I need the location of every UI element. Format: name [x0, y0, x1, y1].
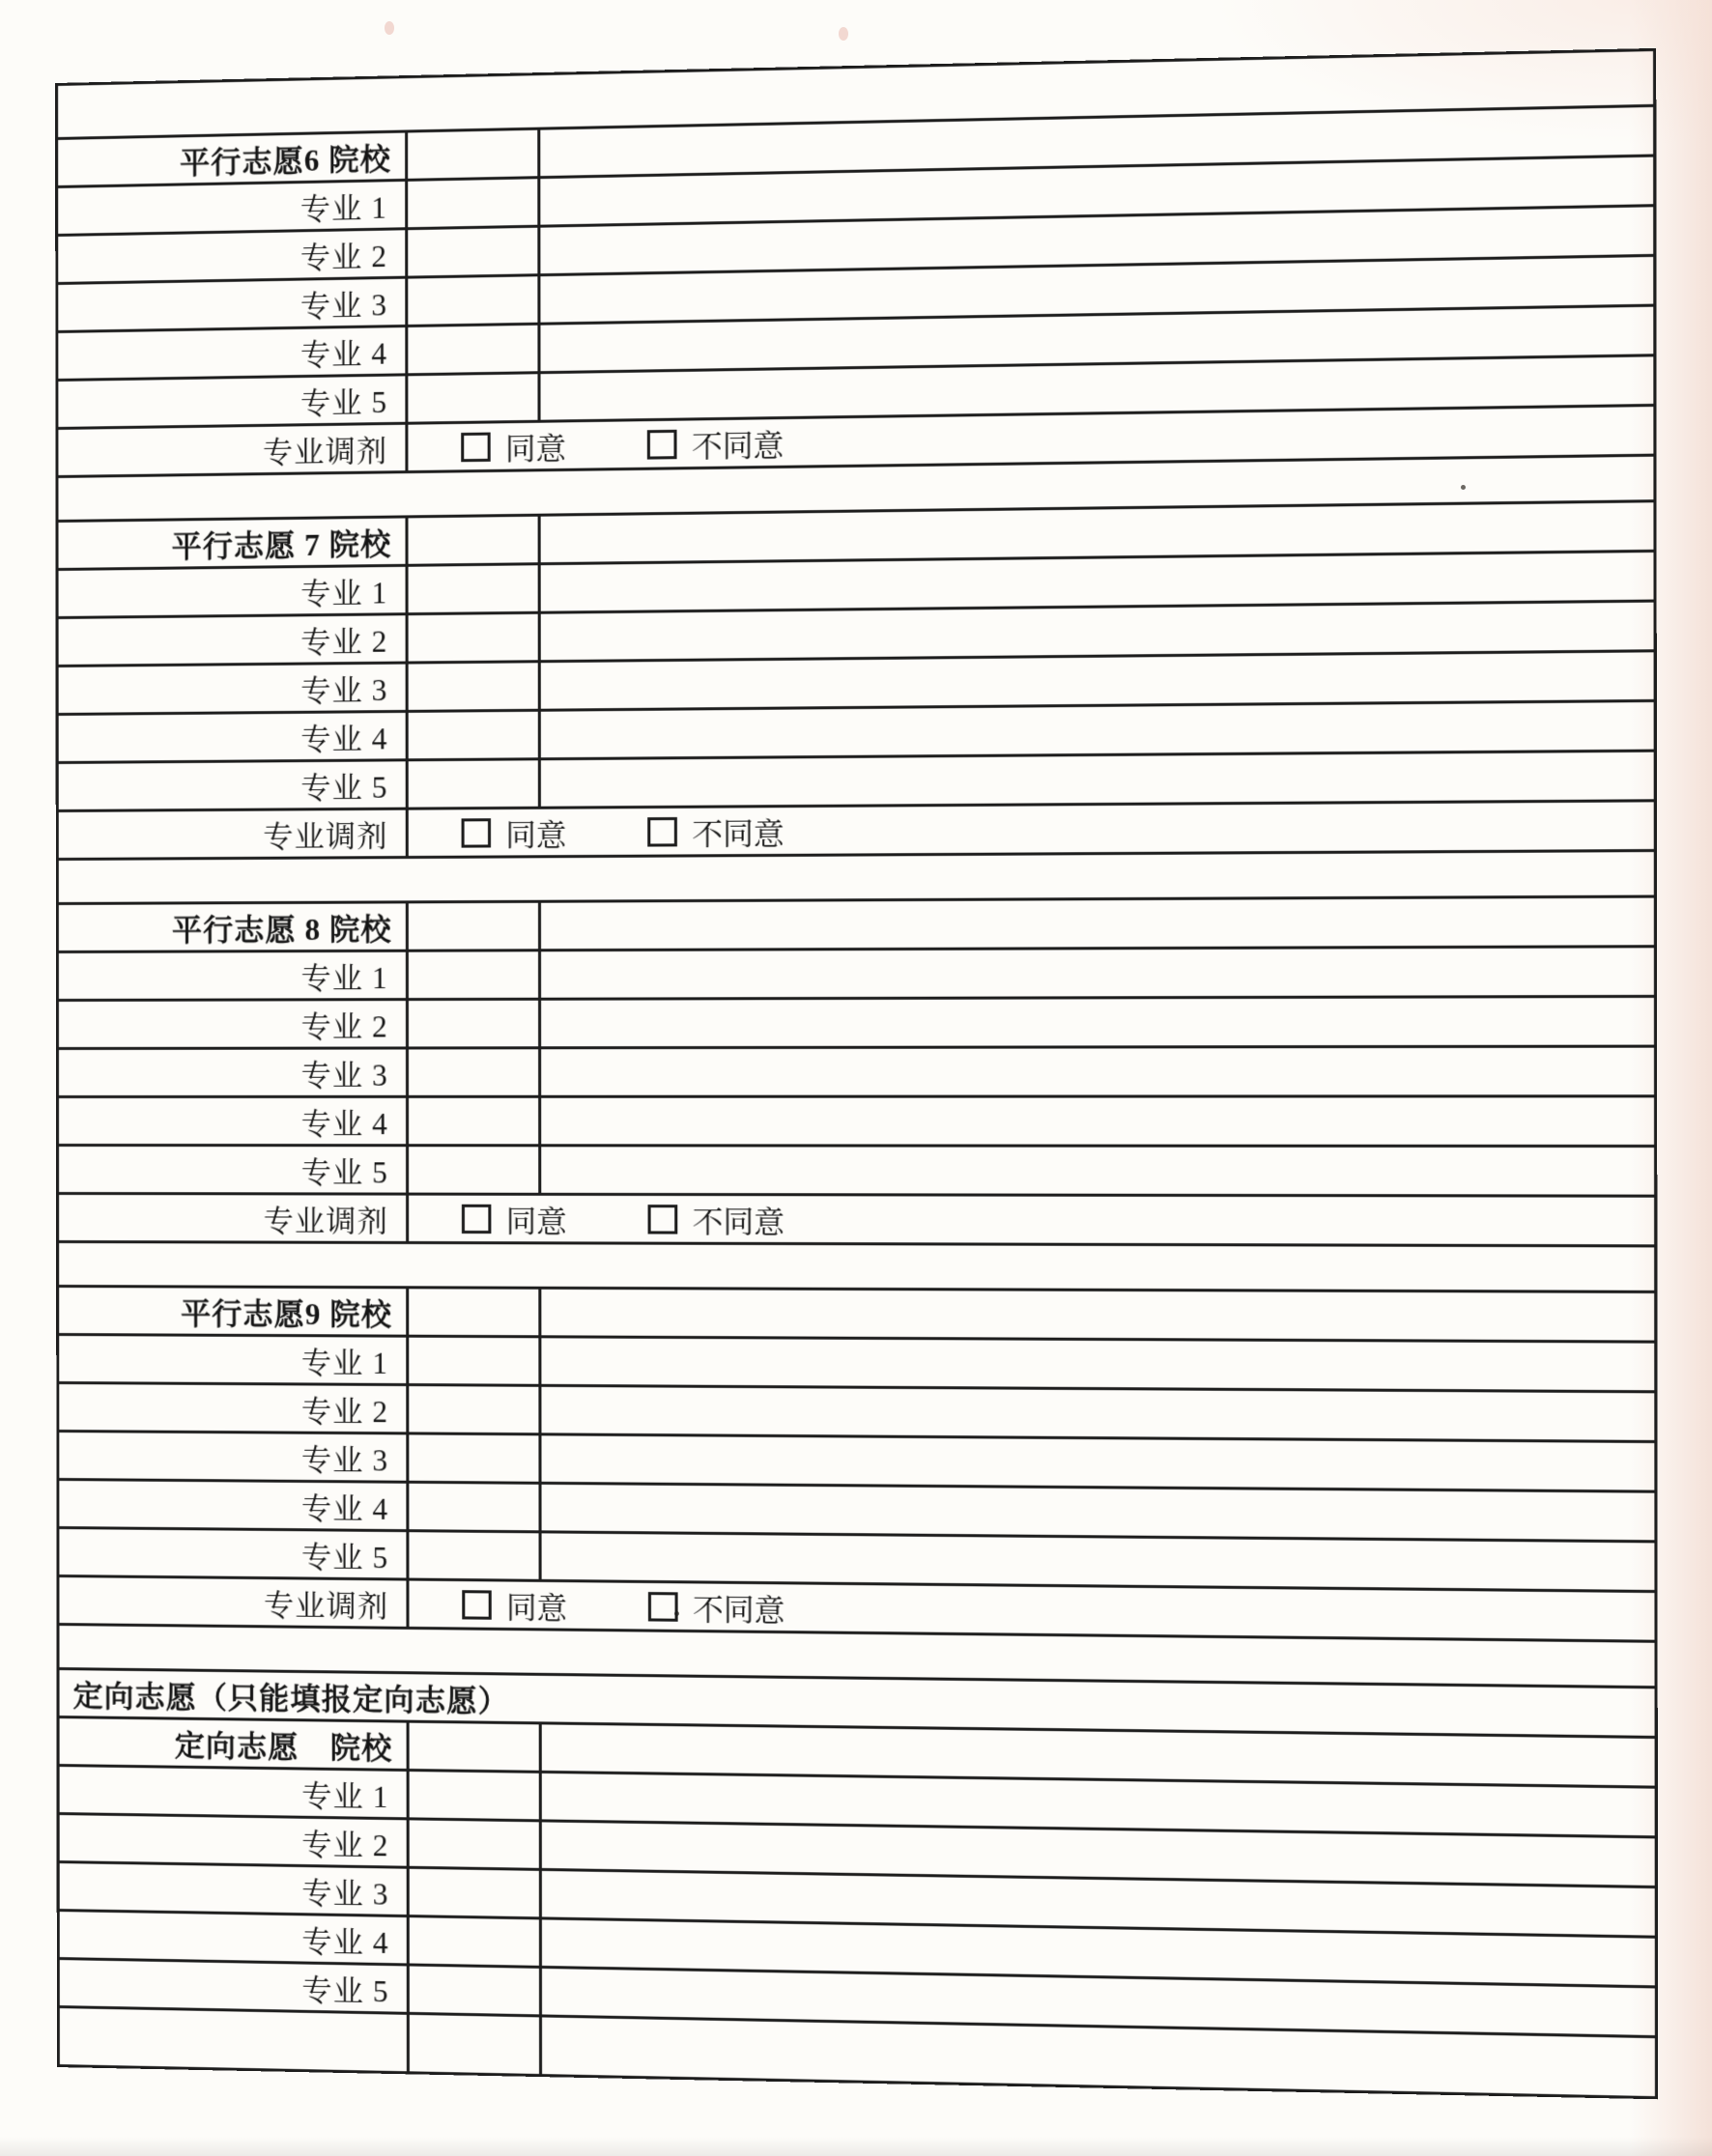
row-label-cell — [59, 1433, 409, 1481]
code-cell — [409, 712, 541, 759]
form-table — [55, 48, 1658, 2099]
major-label: 专业 1 — [300, 960, 388, 996]
parallel-6-college-label: 平行志愿6 院校 — [180, 141, 391, 181]
major-label: 专业 3 — [300, 672, 388, 708]
code-cell — [409, 1098, 541, 1144]
disagree-label: 不同意 — [692, 816, 785, 852]
disagree-checkbox-icon — [648, 1205, 678, 1234]
scan-speck — [385, 21, 394, 35]
row-label-cell — [58, 182, 408, 234]
major-row — [59, 998, 1654, 1050]
code-cell — [408, 374, 540, 421]
major-label: 专业 4 — [300, 1490, 389, 1526]
row-label-cell — [59, 903, 409, 950]
code-cell — [410, 1723, 542, 1771]
major-label: 专业 5 — [301, 1972, 389, 2009]
disagree-option — [648, 1197, 785, 1241]
major-label: 专业 1 — [300, 576, 388, 611]
disagree-label: 不同意 — [692, 1592, 785, 1629]
adjustment-label: 专业调剂 — [263, 1204, 388, 1238]
adjustment-options-cell — [409, 1196, 1654, 1245]
code-cell — [409, 903, 541, 950]
code-cell — [409, 614, 541, 662]
row-label-cell — [58, 230, 408, 282]
major-label: 专业 1 — [301, 1778, 389, 1815]
code-cell — [408, 228, 540, 276]
agree-checkbox-icon — [462, 1590, 492, 1620]
code-cell — [408, 276, 540, 325]
parallel-7-college-label: 平行志愿 7 院校 — [171, 526, 392, 564]
row-label-cell — [59, 1195, 409, 1241]
major-label: 专业 1 — [300, 1346, 389, 1380]
disagree-checkbox-icon — [647, 816, 677, 846]
row-label-cell — [59, 1288, 409, 1335]
row-label-cell — [59, 1147, 409, 1193]
entry-cell — [541, 702, 1654, 757]
major-label: 专业 3 — [300, 288, 388, 324]
agree-checkbox-icon — [461, 432, 491, 462]
row-label-cell — [60, 1718, 410, 1769]
row-label-cell — [58, 518, 408, 568]
agree-label: 同意 — [504, 431, 567, 467]
entry-cell — [541, 1147, 1654, 1194]
code-cell — [410, 1820, 542, 1868]
entry-cell — [541, 1338, 1654, 1390]
major-row — [59, 1048, 1654, 1098]
entry-cell — [541, 752, 1654, 807]
row-label-cell — [59, 1481, 409, 1529]
row-label-cell — [59, 1001, 409, 1047]
entry-cell — [541, 998, 1654, 1046]
row-label-cell — [59, 567, 409, 616]
row-label-cell — [58, 327, 408, 379]
entry-cell — [541, 1435, 1654, 1489]
code-cell — [410, 1917, 542, 1966]
disagree-checkbox-icon — [647, 429, 677, 459]
major-label: 专业 4 — [301, 1924, 389, 1961]
code-cell — [408, 130, 540, 179]
code-cell — [408, 326, 540, 374]
major-label: 专业 2 — [300, 239, 388, 275]
row-label-cell — [59, 665, 409, 713]
directed-section-title: 定向志愿（只能填报定向志愿） — [72, 1679, 510, 1718]
entry-cell — [541, 1290, 1654, 1341]
row-label-cell — [59, 1098, 409, 1144]
spacer-row — [59, 852, 1654, 905]
major-label: 专业 5 — [300, 770, 388, 806]
row-label-cell — [59, 1336, 409, 1383]
row-label-cell — [59, 761, 409, 809]
agree-option — [462, 810, 567, 855]
disagree-label: 不同意 — [691, 428, 785, 465]
parallel-9-college-row — [59, 1288, 1654, 1344]
row-label-cell — [59, 952, 409, 999]
adjustment-row — [59, 1195, 1654, 1247]
row-label-cell — [60, 1815, 410, 1866]
row-label-cell — [58, 132, 408, 184]
entry-cell — [541, 898, 1654, 950]
row-label-cell — [59, 1577, 409, 1627]
major-label: 专业 4 — [300, 722, 388, 757]
row-label-cell — [58, 425, 408, 475]
major-label: 专业 4 — [300, 1106, 388, 1142]
row-label-cell — [59, 810, 409, 858]
agree-option — [462, 1197, 567, 1241]
agree-option — [462, 1582, 567, 1628]
row-label-cell — [58, 376, 408, 427]
row-label-cell — [58, 279, 408, 330]
major-row — [59, 1097, 1654, 1148]
code-cell — [409, 760, 541, 807]
code-cell — [409, 1001, 541, 1047]
entry-cell — [542, 1485, 1655, 1540]
disagree-option — [648, 1584, 785, 1630]
major-label: 专业 2 — [300, 1394, 389, 1430]
code-cell — [409, 1049, 541, 1095]
major-row — [59, 1147, 1654, 1198]
code-cell — [409, 1386, 541, 1433]
code-cell — [409, 1338, 541, 1384]
code-cell — [409, 517, 541, 564]
major-label: 专业 5 — [300, 1155, 388, 1190]
agree-label: 同意 — [505, 1204, 567, 1239]
scan-speck — [839, 27, 848, 41]
code-cell — [410, 1772, 542, 1819]
code-cell — [409, 1532, 541, 1579]
major-label: 专业 3 — [301, 1876, 389, 1912]
major-label: 专业 5 — [300, 384, 388, 421]
major-label: 专业 5 — [301, 1540, 389, 1575]
row-label-cell — [60, 1960, 410, 2012]
disagree-option — [647, 808, 785, 853]
agree-option — [461, 423, 566, 468]
adjustment-options-cell — [409, 802, 1654, 856]
parallel-9-college-label: 平行志愿9 院校 — [181, 1296, 393, 1332]
adjustment-label: 专业调剂 — [263, 818, 388, 854]
directed-college-label: 定向志愿 院校 — [174, 1728, 393, 1766]
code-cell — [408, 179, 540, 227]
code-cell — [410, 1869, 542, 1917]
code-cell — [409, 663, 541, 710]
code-cell — [410, 1967, 542, 2015]
code-cell — [409, 951, 541, 998]
code-cell — [409, 1289, 541, 1335]
code-cell — [409, 565, 541, 612]
row-label-cell — [59, 615, 409, 665]
agree-label: 同意 — [505, 817, 567, 853]
row-label-cell — [59, 713, 409, 761]
agree-checkbox-icon — [462, 1204, 492, 1233]
disagree-option — [647, 420, 785, 467]
code-cell — [410, 2015, 542, 2074]
entry-cell — [541, 652, 1654, 708]
agree-checkbox-icon — [462, 818, 492, 847]
code-cell — [409, 1434, 541, 1481]
entry-cell — [541, 948, 1654, 997]
code-cell — [409, 1147, 541, 1193]
spacer-row — [59, 1243, 1654, 1293]
row-label-cell — [60, 1767, 410, 1817]
row-label-cell — [60, 1912, 410, 1963]
major-label: 专业 3 — [300, 1442, 389, 1478]
parallel-8-college-row — [59, 898, 1654, 953]
row-label-cell — [59, 1529, 409, 1578]
major-label: 专业 2 — [301, 1827, 389, 1863]
disagree-checkbox-icon — [648, 1592, 678, 1622]
entry-cell — [541, 1387, 1654, 1440]
agree-label: 同意 — [505, 1590, 568, 1626]
entry-cell — [541, 1048, 1654, 1095]
major-label: 专业 4 — [300, 336, 388, 373]
row-label-cell — [59, 1049, 409, 1095]
scan-bottom-shade — [0, 2137, 1712, 2156]
adjustment-label: 专业调剂 — [262, 434, 388, 470]
entry-cell — [542, 1533, 1655, 1590]
row-label-cell — [59, 1384, 409, 1432]
disagree-label: 不同意 — [692, 1205, 785, 1239]
row-label-cell — [60, 1863, 410, 1915]
major-label: 专业 2 — [300, 1009, 388, 1044]
parallel-8-college-label: 平行志愿 8 院校 — [171, 912, 392, 948]
adjustment-label: 专业调剂 — [263, 1588, 389, 1624]
major-row — [59, 948, 1654, 1002]
major-label: 专业 2 — [300, 624, 388, 660]
row-label-cell — [60, 2008, 410, 2071]
adjustment-row — [59, 802, 1654, 861]
major-label: 专业 3 — [300, 1058, 388, 1092]
code-cell — [409, 1484, 541, 1531]
major-label: 专业 1 — [300, 190, 387, 227]
entry-cell — [541, 1097, 1654, 1145]
